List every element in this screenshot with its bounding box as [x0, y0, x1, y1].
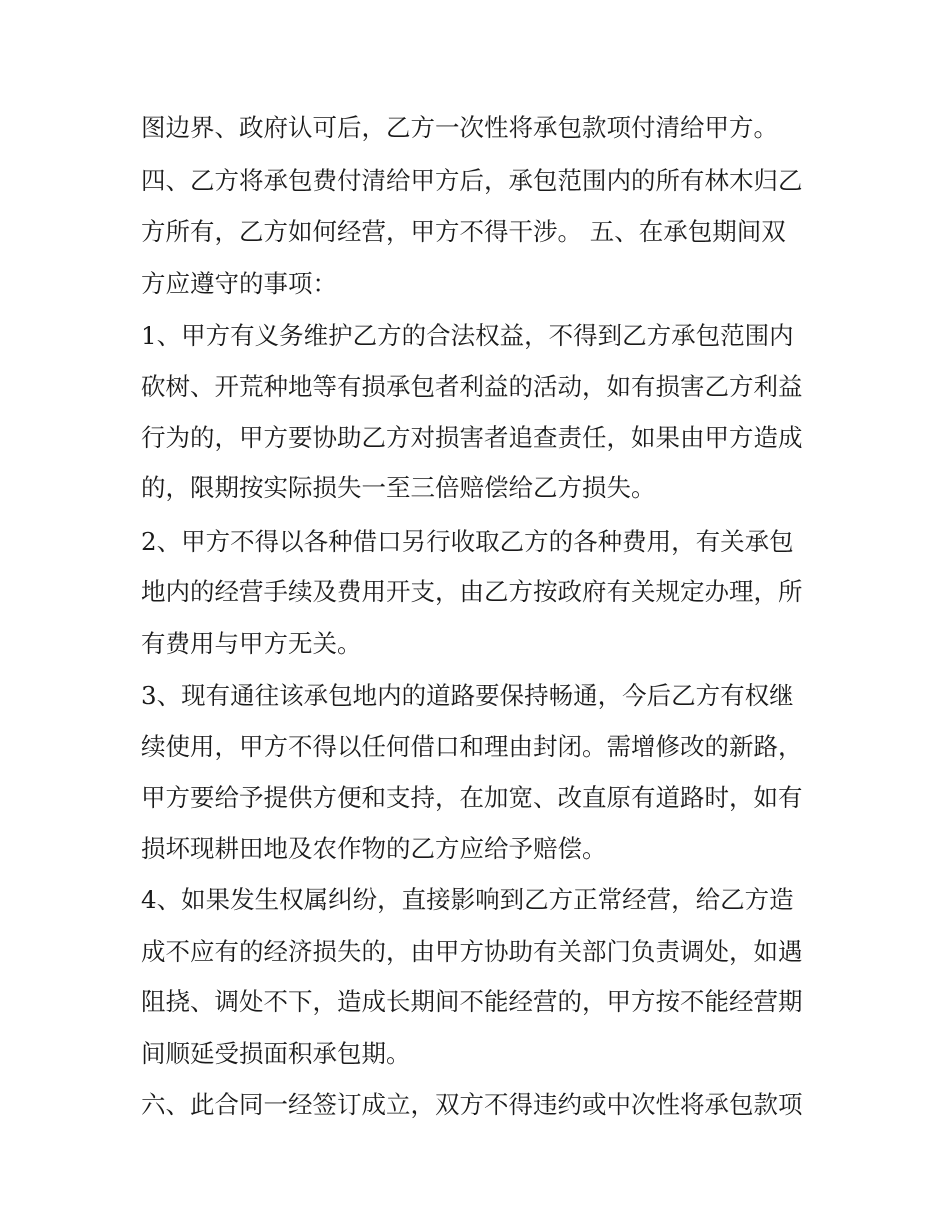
text-line-14: 甲方要给予提供方便和支持，在加宽、改直原有道路时，如有 — [141, 783, 803, 812]
text-line-12: 3、现有通往该承包地内的道路要保持畅通，今后乙方有权继 — [141, 681, 794, 710]
text-line-10: 地内的经营手续及费用开支，由乙方按政府有关规定办理，所 — [141, 577, 803, 606]
text-line-15: 损坏现耕田地及农作物的乙方应给予赔偿。 — [141, 834, 607, 863]
text-line-7: 行为的，甲方要协助乙方对损害者追查责任，如果由甲方造成 — [141, 423, 803, 452]
text-line-19: 间顺延受损面积承包期。 — [141, 1039, 411, 1068]
text-line-9: 2、甲方不得以各种借口另行收取乙方的各种费用，有关承包 — [141, 527, 794, 556]
text-line-16: 4、如果发生权属纠纷，直接影响到乙方正常经营，给乙方造 — [141, 885, 794, 914]
text-line-1: 图边界、政府认可后，乙方一次性将承包款项付清给甲方。 — [141, 113, 778, 142]
text-line-4: 方应遵守的事项： — [141, 269, 337, 298]
text-line-17: 成不应有的经济损失的，由甲方协助有关部门负责调处，如遇 — [141, 937, 803, 966]
text-line-2: 四、乙方将承包费付清给甲方后，承包范围内的所有林木归乙 — [141, 166, 803, 195]
text-line-11: 有费用与甲方无关。 — [141, 629, 362, 658]
text-line-13: 续使用，甲方不得以任何借口和理由封闭。需增修改的新路， — [141, 732, 803, 761]
text-line-18: 阻挠、调处不下，造成长期间不能经营的，甲方按不能经营期 — [141, 987, 803, 1016]
text-line-8: 的，限期按实际损失一至三倍赔偿给乙方损失。 — [141, 473, 656, 502]
text-line-3: 方所有，乙方如何经营，甲方不得干涉。 五、在承包期间双 — [141, 217, 786, 246]
text-line-5: 1、甲方有义务维护乙方的合法权益，不得到乙方承包范围内 — [141, 321, 794, 350]
text-line-6: 砍树、开荒种地等有损承包者利益的活动，如有损害乙方利益 — [141, 372, 803, 401]
text-line-20: 六、此合同一经签订成立，双方不得违约或中次性将承包款项 — [141, 1090, 803, 1119]
